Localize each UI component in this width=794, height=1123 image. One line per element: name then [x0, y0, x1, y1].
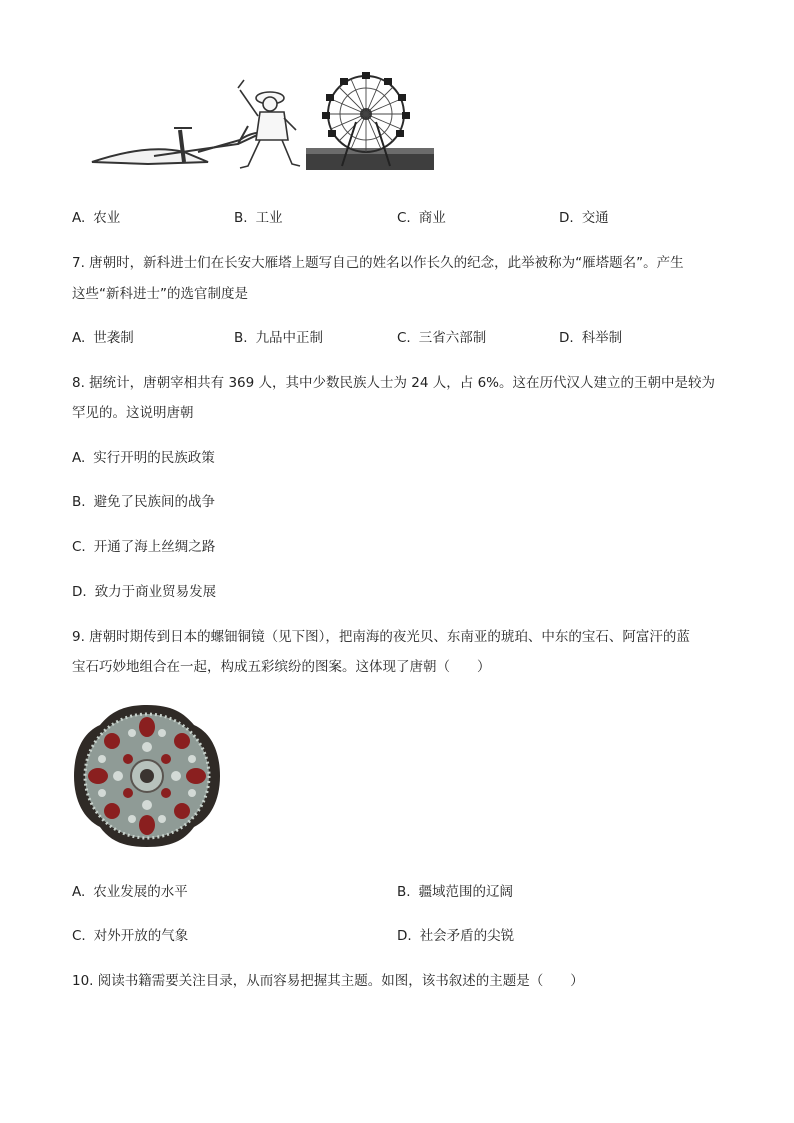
q7-stem-line-1: 7. 唐朝时，新科进士们在长安大雁塔上题写自己的姓名以作长久的纪念，此举被称为“雁塔题名”。产生: [72, 255, 684, 271]
option-text: 商业: [418, 210, 446, 226]
option-letter: A.: [72, 210, 86, 226]
q7-option-c: [397, 326, 486, 346]
q8-stem-line-1: 8. 据统计，唐朝宰相共有 369 人，其中少数民族人士为 24 人，占 6%。这在历代汉人建立的王朝中是较为: [72, 375, 715, 391]
q9-stem-line-2: 宝石巧妙地组合在一起，构成五彩缤纷的图案。这体现了唐朝（ ）: [72, 659, 491, 675]
option-letter: A.: [72, 884, 86, 900]
q8-option-b: [72, 490, 215, 510]
q8-stem-line-2: 罕见的。这说明唐朝: [72, 405, 194, 421]
ferris-wheel-photo: [306, 70, 436, 170]
option-text: 农业发展的水平: [93, 884, 188, 900]
q6-option-c: [397, 206, 446, 226]
option-text: 三省六部制: [418, 330, 487, 346]
q9-stem-line-1: 9. 唐朝时期传到日本的螺钿铜镜（见下图），把南海的夜光贝、东南亚的琥珀、中东的宝石、阿富汗的蓝: [72, 629, 690, 645]
option-letter: D.: [397, 928, 412, 944]
option-text: 开通了海上丝绸之路: [93, 539, 216, 555]
q8-option-c: [72, 535, 215, 555]
option-letter: D.: [559, 210, 574, 226]
option-text: 避免了民族间的战争: [93, 494, 216, 510]
q7-option-b: [234, 326, 323, 346]
plough-and-ferris-wheel-figure: [88, 70, 438, 174]
q6-option-d: [559, 206, 609, 226]
q7-stem-line-2: 这些“新科进士”的选官制度是: [72, 286, 248, 302]
option-text: 科举制: [581, 330, 623, 346]
option-letter: A.: [72, 330, 86, 346]
q8-option-d: [72, 580, 216, 600]
q7-option-a: [72, 326, 134, 346]
option-letter: C.: [72, 928, 86, 944]
q8-option-a: [72, 446, 215, 466]
option-text: 致力于商业贸易发展: [94, 584, 217, 600]
q9-option-c: [72, 924, 188, 944]
q9-option-b: [397, 880, 513, 900]
bronze-mirror-image: [72, 703, 222, 849]
option-letter: A.: [72, 450, 86, 466]
option-text: 实行开明的民族政策: [93, 450, 215, 466]
q6-option-b: [234, 206, 283, 226]
option-text: 世袭制: [93, 330, 134, 346]
option-letter: B.: [234, 330, 248, 346]
q9-option-a: [72, 880, 188, 900]
option-text: 社会矛盾的尖锐: [419, 928, 515, 944]
option-letter: C.: [397, 210, 411, 226]
option-text: 农业: [93, 210, 121, 226]
option-letter: B.: [72, 494, 86, 510]
option-text: 疆域范围的辽阔: [418, 884, 514, 900]
option-letter: D.: [72, 584, 87, 600]
option-letter: C.: [72, 539, 86, 555]
option-letter: C.: [397, 330, 411, 346]
q7-option-d: [559, 326, 622, 346]
option-text: 九品中正制: [255, 330, 324, 346]
farmer-drawing: [238, 80, 300, 168]
option-letter: D.: [559, 330, 574, 346]
plough-drawing: [92, 126, 272, 164]
option-text: 对外开放的气象: [93, 928, 189, 944]
option-letter: B.: [397, 884, 411, 900]
option-letter: B.: [234, 210, 248, 226]
q9-option-d: [397, 924, 514, 944]
option-text: 交通: [581, 210, 609, 226]
option-text: 工业: [255, 210, 283, 226]
q10-stem-line-1: 10. 阅读书籍需要关注目录，从而容易把握其主题。如图，该书叙述的主题是（ ）: [72, 973, 584, 989]
q6-option-a: [72, 206, 120, 226]
